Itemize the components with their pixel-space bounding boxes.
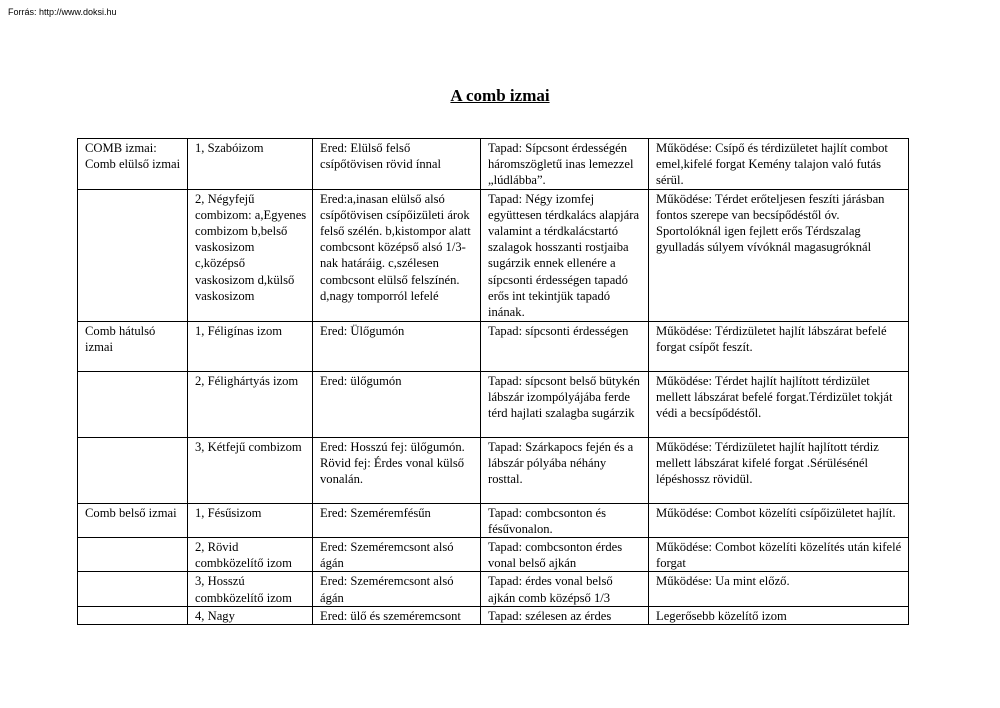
group-cell: COMB izmai: Comb elülső izmai — [78, 139, 188, 190]
muscle-cell: 4, Nagy — [188, 606, 313, 624]
muscle-cell: 2, Négyfejű combizom: a,Egyenes combizom b,belső vaskosizom c,középső vaskosizom d,külső vaskosizom — [188, 189, 313, 321]
muscle-cell: 1, Szabóizom — [188, 139, 313, 190]
origin-cell: Ered: Szeméremcsont alsó ágán — [313, 572, 481, 606]
group-cell — [78, 538, 188, 572]
muscle-cell: 3, Hosszú combközelítő izom — [188, 572, 313, 606]
origin-cell: Ered: Szeméremfésűn — [313, 503, 481, 537]
muscle-cell: 3, Kétfejű combizom — [188, 437, 313, 503]
origin-cell: Ered: Elülső felső csípőtövisen rövid ínnal — [313, 139, 481, 190]
insertion-cell: Tapad: Négy izomfej együttesen térdkalács alapjára valamint a térdkalácstartó szalagok hosszanti rostjaiba sugárzik ennek ellenére a sípcsonti érdességen tapadó erős int tekintjük tapadó inának. — [481, 189, 649, 321]
table-row — [78, 503, 909, 537]
insertion-cell: Tapad: sípcsont belső bütykén lábszár izompólyájába ferde térd hajlati szalagba sugárzik — [481, 371, 649, 437]
group-cell: Comb hátulsó izmai — [78, 321, 188, 371]
group-cell — [78, 572, 188, 606]
function-cell: Működése: Térdet hajlít hajlított térdizület mellett lábszárat befelé forgat.Térdizület tokját védi a becsípődéstől. — [649, 371, 909, 437]
table-row — [78, 189, 909, 321]
function-cell: Működése: Ua mint előző. — [649, 572, 909, 606]
insertion-cell: Tapad: Szárkapocs fején és a lábszár pólyába néhány rosttal. — [481, 437, 649, 503]
group-cell: Comb belső izmai — [78, 503, 188, 537]
function-cell: Működése: Csípő és térdizületet hajlít combot emel,kifelé forgat Kemény talajon való futás sérül. — [649, 139, 909, 190]
origin-cell: Ered: Szeméremcsont alsó ágán — [313, 538, 481, 572]
insertion-cell: Tapad: érdes vonal belső ajkán comb középső 1/3 — [481, 572, 649, 606]
table-row — [78, 321, 909, 371]
muscle-cell: 2, Félighártyás izom — [188, 371, 313, 437]
muscle-cell: 1, Féligínas izom — [188, 321, 313, 371]
source-line[interactable]: Forrás: http://www.doksi.hu — [8, 7, 117, 17]
table-row — [78, 371, 909, 437]
origin-cell: Ered: ülő és szeméremcsont — [313, 606, 481, 624]
function-cell: Legerősebb közelítő izom — [649, 606, 909, 624]
function-cell: Működése: Combot közelíti közelítés után kifelé forgat — [649, 538, 909, 572]
origin-cell: Ered: ülőgumón — [313, 371, 481, 437]
insertion-cell: Tapad: Sípcsont érdességén háromszögletű inas lemezzel „lúdlábba”. — [481, 139, 649, 190]
table-row — [78, 606, 909, 624]
muscle-cell: 2, Rövid combközelítő izom — [188, 538, 313, 572]
table-row — [78, 538, 909, 572]
insertion-cell: Tapad: combcsonton és fésűvonalon. — [481, 503, 649, 537]
group-cell — [78, 189, 188, 321]
insertion-cell: Tapad: sípcsonti érdességen — [481, 321, 649, 371]
muscle-cell: 1, Fésűsizom — [188, 503, 313, 537]
origin-cell: Ered:a,inasan elülső alsó csípőtövisen csípőizületi árok felső szélén. b,kistompor alatt combcsont középső alsó 1/3-nak határáig. c,szélesen combcsont elülső felszínén. d,nagy tomporról lefelé — [313, 189, 481, 321]
muscle-table — [77, 138, 909, 625]
insertion-cell: Tapad: szélesen az érdes — [481, 606, 649, 624]
function-cell: Működése: Térdizületet hajlít hajlított térdiz mellett lábszárat kifelé forgat .Sérülésénél lépéshossz rövidül. — [649, 437, 909, 503]
table-row — [78, 139, 909, 190]
table-row — [78, 437, 909, 503]
origin-cell: Ered: Ülőgumón — [313, 321, 481, 371]
function-cell: Működése: Térdet erőteljesen feszíti járásban fontos szerepe van becsípődéstől óv. Sportolóknál igen fejlett erős Térdszalag gyulladás súlyem vívóknál magasugróknál — [649, 189, 909, 321]
group-cell — [78, 606, 188, 624]
function-cell: Működése: Combot közelíti csípőizületet hajlít. — [649, 503, 909, 537]
function-cell: Működése: Térdizületet hajlít lábszárat befelé forgat csípőt feszít. — [649, 321, 909, 371]
origin-cell: Ered: Hosszú fej: ülőgumón. Rövid fej: Érdes vonal külső vonalán. — [313, 437, 481, 503]
group-cell — [78, 437, 188, 503]
page-title: A comb izmai — [450, 86, 550, 105]
group-cell — [78, 371, 188, 437]
table-row — [78, 572, 909, 606]
insertion-cell: Tapad: combcsonton érdes vonal belső ajkán — [481, 538, 649, 572]
